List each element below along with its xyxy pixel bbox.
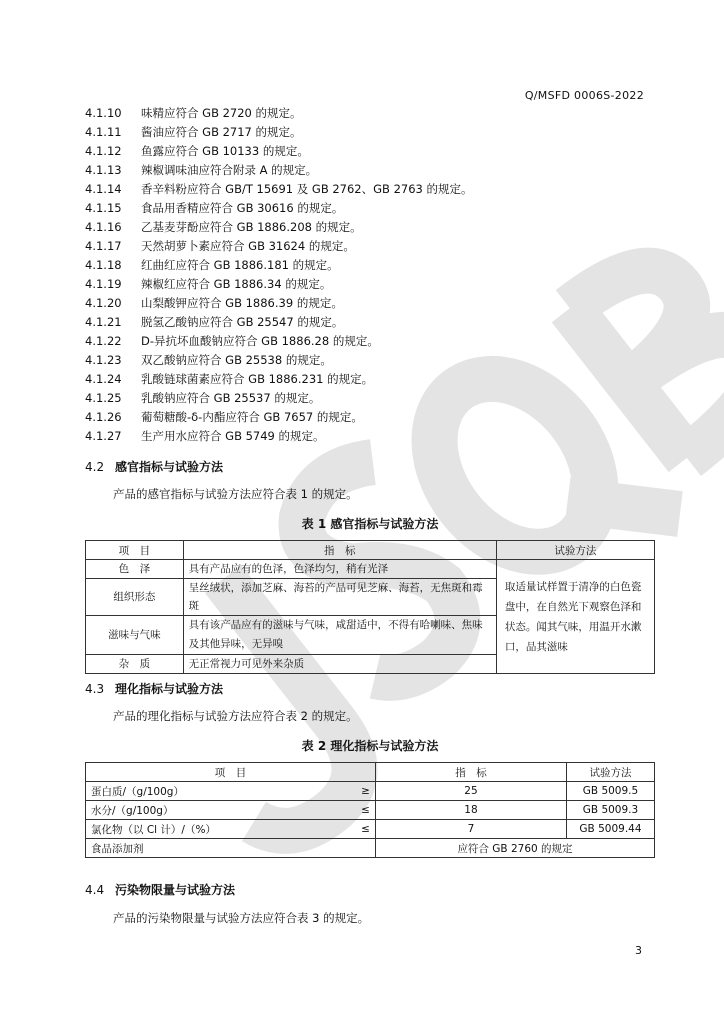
clause-number: 4.1.19: [85, 277, 122, 291]
sensory-table: [85, 540, 655, 674]
section-4-2-heading: [85, 458, 223, 475]
clause-list: [85, 104, 473, 446]
table-cell: 蛋白质/（g/100g）: [86, 782, 345, 801]
table-cell: 色 泽: [86, 560, 184, 579]
table-header-row: [86, 763, 655, 782]
clause-number: 4.1.10: [85, 106, 122, 120]
table-header-row: [86, 541, 655, 560]
table-cell: GB 5009.44: [566, 820, 654, 839]
table-cell: 18: [375, 801, 566, 820]
table-cell: 具有产品应有的色泽，色泽均匀，稍有光泽: [183, 560, 496, 579]
column-header: 试验方法: [566, 763, 654, 782]
table-row: [86, 820, 655, 839]
section-title: 污染物限量与试验方法: [115, 883, 236, 897]
clause-item: [85, 123, 473, 142]
clause-item: [85, 237, 473, 256]
clause-number: 4.1.17: [85, 239, 122, 253]
table-cell: 水分/（g/100g）: [86, 801, 345, 820]
clause-number: 4.1.15: [85, 201, 122, 215]
table-cell: 7: [375, 820, 566, 839]
column-header: 试验方法: [496, 541, 654, 560]
clause-number: 4.1.18: [85, 258, 122, 272]
clause-text: D-异抗坏血酸钠应符合 GB 1886.28 的规定。: [141, 334, 379, 348]
table-row: [86, 801, 655, 820]
table2-caption: 表 2 理化指标与试验方法: [301, 739, 439, 753]
page-number: 3: [635, 944, 642, 957]
column-header: 项 目: [86, 763, 376, 782]
table-cell: GB 5009.3: [566, 801, 654, 820]
clause-item: [85, 313, 473, 332]
clause-number: 4.1.14: [85, 182, 122, 196]
section-title: 理化指标与试验方法: [115, 682, 224, 696]
clause-item: [85, 427, 473, 446]
clause-text: 辣椒调味油应符合附录 A 的规定。: [141, 163, 318, 177]
section-number: 4.2: [85, 460, 105, 474]
section-4-3-heading: [85, 680, 223, 697]
table-row: [86, 782, 655, 801]
clause-number: 4.1.25: [85, 391, 122, 405]
section-title: 感官指标与试验方法: [115, 460, 224, 474]
column-header: 指 标: [183, 541, 496, 560]
clause-text: 食品用香精应符合 GB 30616 的规定。: [141, 201, 344, 215]
clause-text: 天然胡萝卜素应符合 GB 31624 的规定。: [141, 239, 355, 253]
clause-number: 4.1.13: [85, 163, 122, 177]
clause-item: [85, 389, 473, 408]
clause-number: 4.1.21: [85, 315, 122, 329]
clause-number: 4.1.16: [85, 220, 122, 234]
clause-number: 4.1.22: [85, 334, 122, 348]
table-cell: 应符合 GB 2760 的规定: [375, 839, 654, 858]
clause-text: 山梨酸钾应符合 GB 1886.39 的规定。: [141, 296, 343, 310]
table-cell: 氯化物（以 Cl 计）/（%）: [86, 820, 345, 839]
column-header: 项 目: [86, 541, 184, 560]
clause-text: 乳酸链球菌素应符合 GB 1886.231 的规定。: [141, 372, 374, 386]
clause-text: 香辛料粉应符合 GB/T 15691 及 GB 2762、GB 2763 的规定。: [141, 182, 473, 196]
clause-item: [85, 275, 473, 294]
clause-item: [85, 408, 473, 427]
table-cell: 具有该产品应有的滋味与气味，咸甜适中，不得有哈喇味、焦味及其他异味，无异嗅: [183, 616, 496, 655]
document-id: Q/MSFD 0006S-2022: [524, 89, 644, 102]
clause-text: 乙基麦芽酚应符合 GB 1886.208 的规定。: [141, 220, 362, 234]
section-4-2-paragraph: 产品的感官指标与试验方法应符合表 1 的规定。: [113, 487, 358, 501]
clause-number: 4.1.26: [85, 410, 122, 424]
clause-text: 酱油应符合 GB 2717 的规定。: [141, 125, 302, 139]
clause-item: [85, 199, 473, 218]
section-4-3-paragraph: 产品的理化指标与试验方法应符合表 2 的规定。: [113, 709, 358, 723]
clause-text: 乳酸钠应符合 GB 25537 的规定。: [141, 391, 321, 405]
clause-text: 味精应符合 GB 2720 的规定。: [141, 106, 302, 120]
clause-number: 4.1.24: [85, 372, 122, 386]
clause-text: 葡萄糖酸-δ-内酯应符合 GB 7657 的规定。: [141, 410, 363, 424]
clause-number: 4.1.23: [85, 353, 122, 367]
test-method-cell: 取适量试样置于清净的白色瓷盘中，在自然光下观察色泽和状态。闻其气味，用温开水漱口，品其滋味: [496, 560, 654, 674]
section-4-4-heading: [85, 881, 235, 898]
section-number: 4.4: [85, 883, 105, 897]
table-cell: 25: [375, 782, 566, 801]
clause-text: 辣椒红应符合 GB 1886.34 的规定。: [141, 277, 332, 291]
table-cell: 呈丝绒状，添加芝麻、海苔的产品可见芝麻、海苔，无焦斑和霉斑: [183, 579, 496, 616]
clause-item: [85, 370, 473, 389]
table-cell: 无正常视力可见外来杂质: [183, 655, 496, 674]
table-row: [86, 560, 655, 579]
clause-item: [85, 104, 473, 123]
table-cell: GB 5009.5: [566, 782, 654, 801]
table-cell: ≥: [345, 782, 376, 801]
clause-text: 双乙酸钠应符合 GB 25538 的规定。: [141, 353, 332, 367]
clause-number: 4.1.27: [85, 429, 122, 443]
clause-item: [85, 180, 473, 199]
clause-number: 4.1.20: [85, 296, 122, 310]
clause-item: [85, 351, 473, 370]
section-number: 4.3: [85, 682, 105, 696]
physicochemical-table: [85, 762, 655, 858]
table-cell: 组织形态: [86, 579, 184, 616]
table-cell: 滋味与气味: [86, 616, 184, 655]
column-header: 指 标: [375, 763, 566, 782]
clause-item: [85, 294, 473, 313]
clause-number: 4.1.12: [85, 144, 122, 158]
clause-text: 生产用水应符合 GB 5749 的规定。: [141, 429, 325, 443]
table-cell: ≤: [345, 801, 376, 820]
table1-caption: 表 1 感官指标与试验方法: [301, 517, 439, 531]
clause-text: 红曲红应符合 GB 1886.181 的规定。: [141, 258, 339, 272]
clause-item: [85, 161, 473, 180]
clause-item: [85, 256, 473, 275]
clause-item: [85, 218, 473, 237]
table-cell: 食品添加剂: [86, 839, 345, 858]
clause-item: [85, 332, 473, 351]
table-cell: 杂 质: [86, 655, 184, 674]
table-cell: ≤: [345, 820, 376, 839]
clause-text: 鱼露应符合 GB 10133 的规定。: [141, 144, 309, 158]
clause-text: 脱氢乙酸钠应符合 GB 25547 的规定。: [141, 315, 344, 329]
section-4-4-paragraph: 产品的污染物限量与试验方法应符合表 3 的规定。: [113, 911, 370, 925]
clause-number: 4.1.11: [85, 125, 122, 139]
clause-item: [85, 142, 473, 161]
table-row: [86, 839, 655, 858]
